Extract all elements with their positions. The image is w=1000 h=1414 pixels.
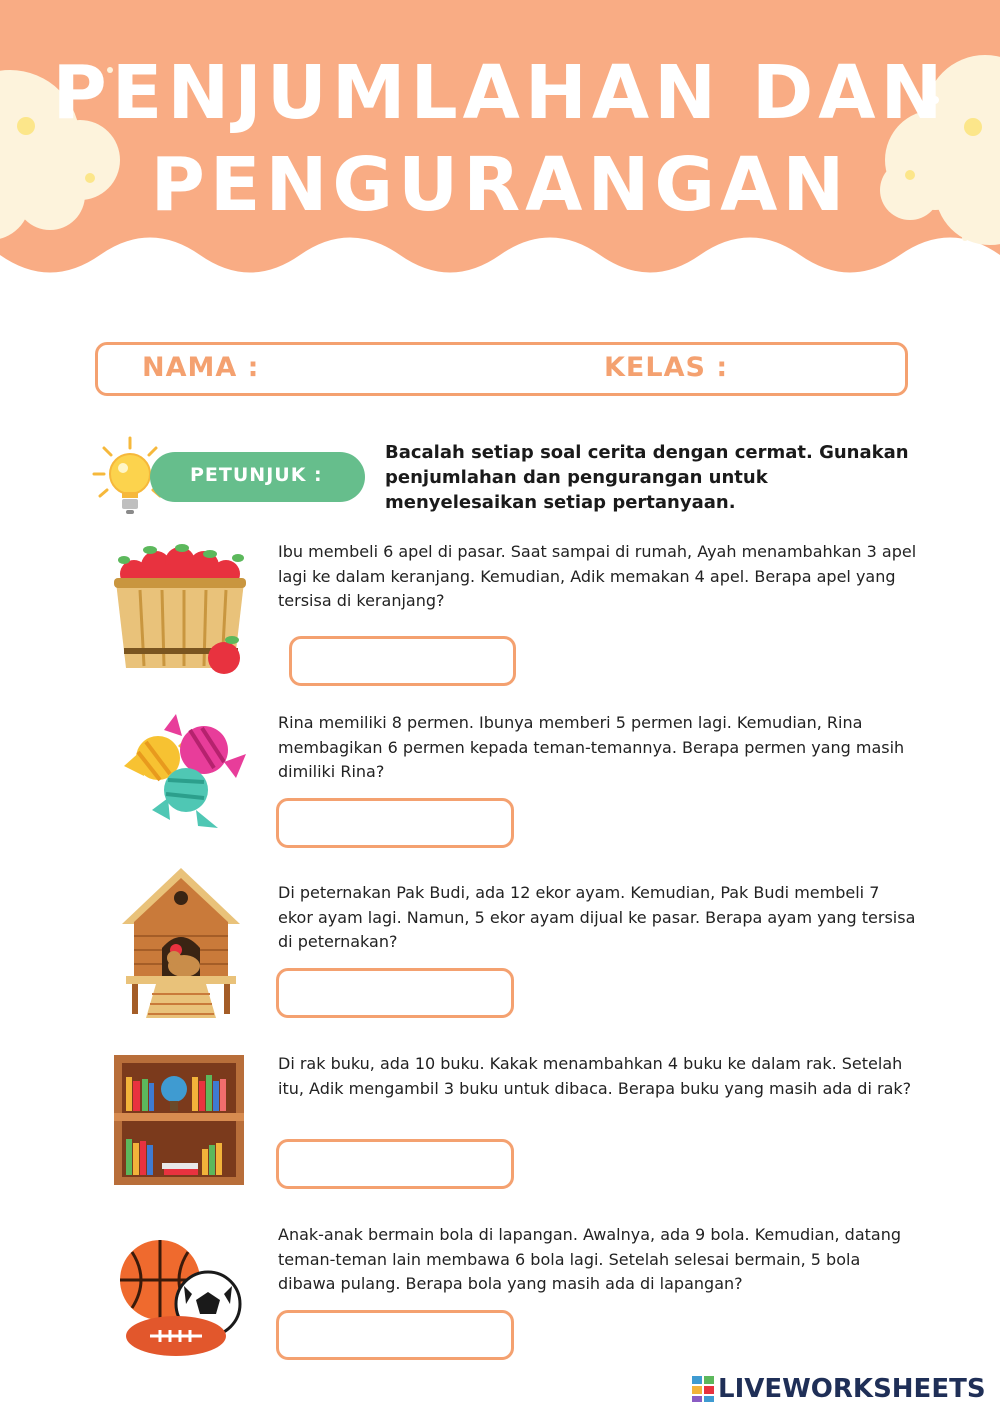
candy-icon bbox=[118, 710, 250, 832]
answer-input-3[interactable] bbox=[276, 968, 514, 1018]
bookshelf-icon bbox=[114, 1055, 244, 1185]
page-title-line1: PENJUMLAHAN DAN bbox=[52, 50, 948, 136]
question-2-text: Rina memiliki 8 permen. Ibunya memberi 5 permen lagi. Kemudian, Rina membagikan 6 permen kepada teman-temannya. Berapa permen yang masih dimiliki Rina? bbox=[278, 713, 905, 781]
balls-icon bbox=[120, 1238, 244, 1358]
answer-input-2[interactable] bbox=[276, 798, 514, 848]
page-title-line2: PENGURANGAN bbox=[150, 142, 850, 228]
apple-basket-icon bbox=[110, 540, 250, 678]
class-label: KELAS : bbox=[604, 352, 729, 383]
liveworksheets-logo-icon bbox=[692, 1374, 716, 1404]
question-5-text: Anak-anak bermain bola di lapangan. Awalnya, ada 9 bola. Kemudian, datang teman-teman lain membawa 6 bola lagi. Setelah selesai bermain, 5 bola dibawa pulang. Berapa bola yang masih ada di lapangan? bbox=[278, 1225, 902, 1293]
question-3-text: Di peternakan Pak Budi, ada 12 ekor ayam. Kemudian, Pak Budi membeli 7 ekor ayam lagi. Namun, 5 ekor ayam dijual ke pasar. Berapa ayam yang tersisa di peternakan? bbox=[278, 883, 916, 951]
answer-input-1[interactable] bbox=[289, 636, 516, 686]
question-4-text: Di rak buku, ada 10 buku. Kakak menambahkan 4 buku ke dalam rak. Setelah itu, Adik mengambil 3 buku untuk dibaca. Berapa buku yang masih ada di rak? bbox=[278, 1054, 912, 1098]
chicken-coop-icon bbox=[118, 866, 244, 1020]
instruction-text: Bacalah setiap soal cerita dengan cermat. Gunakan penjumlahan dan pengurangan untuk menyelesaikan setiap pertanyaan. bbox=[385, 442, 909, 513]
instruction-label: PETUNJUK : bbox=[190, 464, 323, 486]
header-banner bbox=[0, 0, 1000, 300]
question-1-text: Ibu membeli 6 apel di pasar. Saat sampai di rumah, Ayah menambahkan 3 apel lagi ke dalam keranjang. Kemudian, Adik memakan 4 apel. Berapa apel yang tersisa di keranjang? bbox=[278, 542, 917, 610]
liveworksheets-logo: LIVEWORKSHEETS bbox=[718, 1374, 986, 1404]
answer-input-4[interactable] bbox=[276, 1139, 514, 1189]
name-label: NAMA : bbox=[142, 352, 260, 383]
answer-input-5[interactable] bbox=[276, 1310, 514, 1360]
